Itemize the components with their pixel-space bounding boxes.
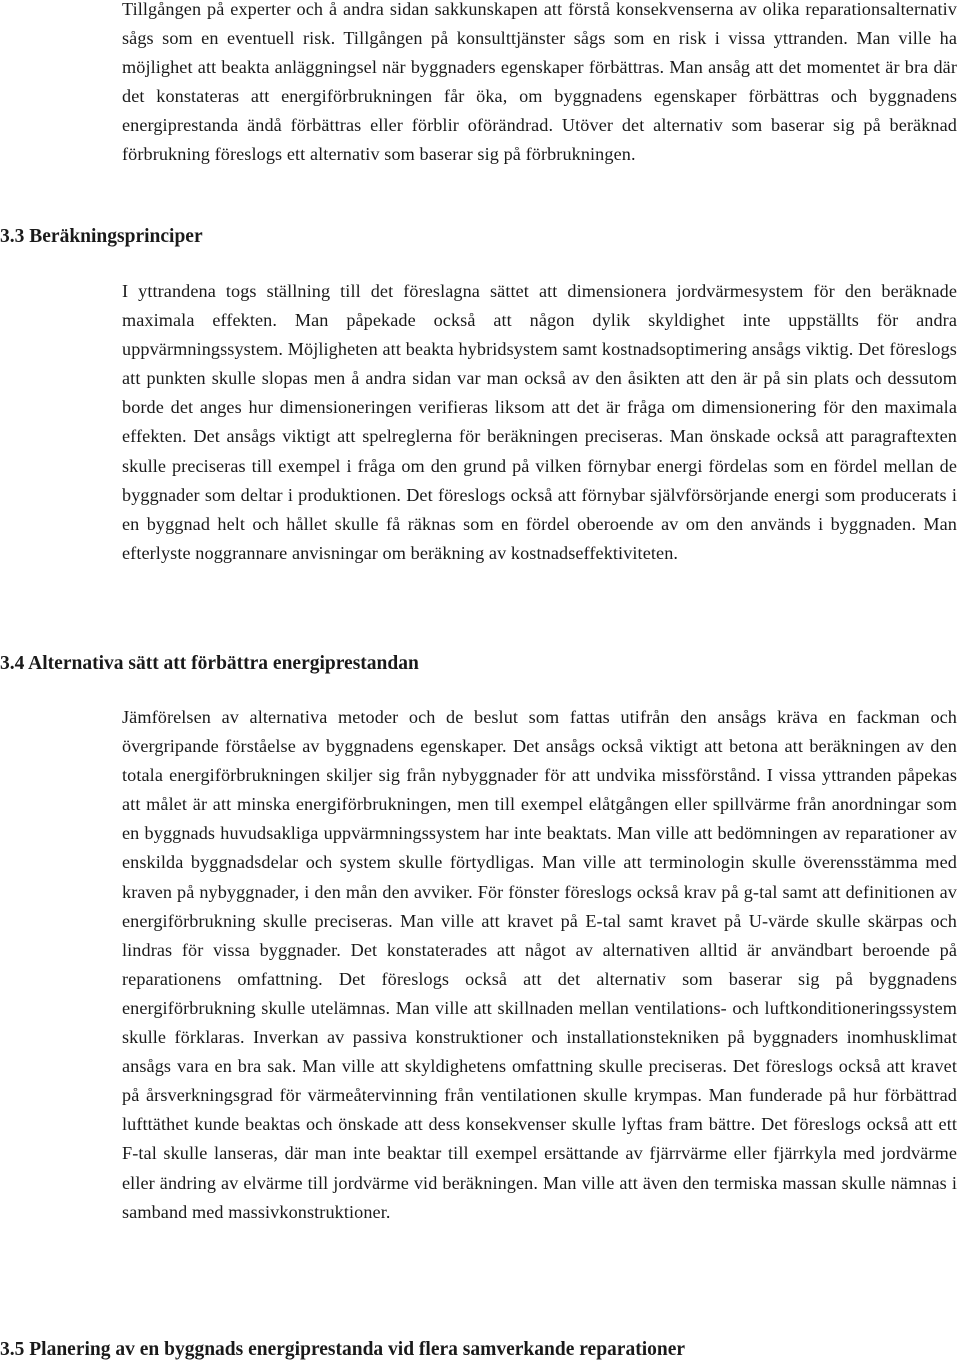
intro-paragraph: Tillgången på experter och å andra sidan sakkunskapen att förstå konsekvenserna av olika reparationsalternativ sågs som en eventuell risk. Tillgången på konsulttjänster sågs som en risk i vissa yttranden. Man ville ha möjlighet att beakta anläggningsel när byggnaders egenskaper förbättras. Man ansåg att det momentet är bra där det konstateras att energiförbrukningen får öka, om byggnadens egenskaper förbättras och byggnadens energiprestanda ändå förbättras eller förblir oförändrad. Utöver det alternativ som baserar sig på beräknad förbrukning föreslogs ett alternativ som baserar sig på förbrukningen.	[122, 0, 957, 165]
section-paragraph-3-3: I yttrandena togs ställning till det föreslagna sättet att dimensionera jordvärmesystem för den beräknade maximala effekten. Man påpekade också att någon dylik skyldighet inte uppställts för andra uppvärmningssystem. Möjligheten att beakta hybridsystem samt kostnadsoptimering ansågs viktig. Det föreslogs att punkten skulle slopas men å andra sidan var man också av den åsikten att den är på sin plats och dessutom borde det anges hur dimensioneringen verifieras liksom att det är fråga om dimensionering för den maximala effekten. Det ansågs viktigt att spelreglerna för beräkningen preciseras. Man önskade också att paragraftexten skulle preciseras till exempel i fråga om den grund på vilken förnybar energi fördelas som en fördel mellan de byggnader som deltar i produktionen. Det föreslogs också att förnybar självförsörjande energi som producerats i en byggnad helt och hållet skulle få räknas som en fördel oberoende av om den används i byggnaden. Man efterlyste noggrannare anvisningar om beräkning av kostnadseffektiviteten.	[122, 281, 957, 563]
section-heading-3-5: 3.5 Planering av en byggnads energiprestanda vid flera samverkande reparationer	[0, 1339, 686, 1360]
section-heading-3-3: 3.3 Beräkningsprinciper	[0, 226, 203, 247]
section-paragraph-3-4: Jämförelsen av alternativa metoder och de beslut som fattas utifrån den ansågs kräva en fackman och övergripande förståelse av byggnadens egenskaper. Det ansågs också viktigt att betona att beräkningen av den totala energiförbrukningen skiljer sig från nybyggnader för att undvika missförstånd. I vissa yttranden påpekas att målet är att minska energiförbrukningen, men till exempel elåtgången eller spillvärme från anordningar som en byggnads huvudsakliga uppvärmningssystem har inte beaktats. Man ville att bedömningen av reparationer av enskilda byggnadsdelar och system skulle förtydligas. Man ville att terminologin skulle överensstämma med kraven på nybyggnader, i den mån den avviker. För fönster föreslogs också krav på g-tal samt att definitionen av energiförbrukning skulle preciseras. Man ville att kravet på E-tal samt kravet på U-värde skulle skärpas och lindras för vissa byggnader. Det konstaterades att något av alternativen alltid är användbart beroende på reparationens omfattning. Det föreslogs också att det alternativ som baserar sig på byggnadens energiförbrukning skulle utelämnas. Man ville att skillnaden mellan ventilations- och luftkonditioneringssystem skulle förklaras. Inverkan av passiva konstruktioner och installationstekniken på byggnaders inomhusklimat ansågs vara en bra sak. Man ville att skyldighetens omfattning skulle preciseras. Det föreslogs också att kravet på årsverkningsgrad för värmeåtervinning från ventilationen skulle krympas. Man funderade på hur förbättrad lufttäthet kunde beaktas och önskade att dess konsekvenser skulle lyftas fram bättre. Det föreslogs också att ett F-tal skulle lanseras, där man inte beaktar till exempel ersättande av fjärrvärme eller fjärrkyla med jordvärme eller ändring av elvärme till jordvärme vid beräkningen. Man ville att även den termiska massan skulle nämnas i samband med massivkonstruktioner.	[122, 707, 957, 1222]
section-heading-3-4: 3.4 Alternativa sätt att förbättra energiprestandan	[0, 653, 419, 674]
